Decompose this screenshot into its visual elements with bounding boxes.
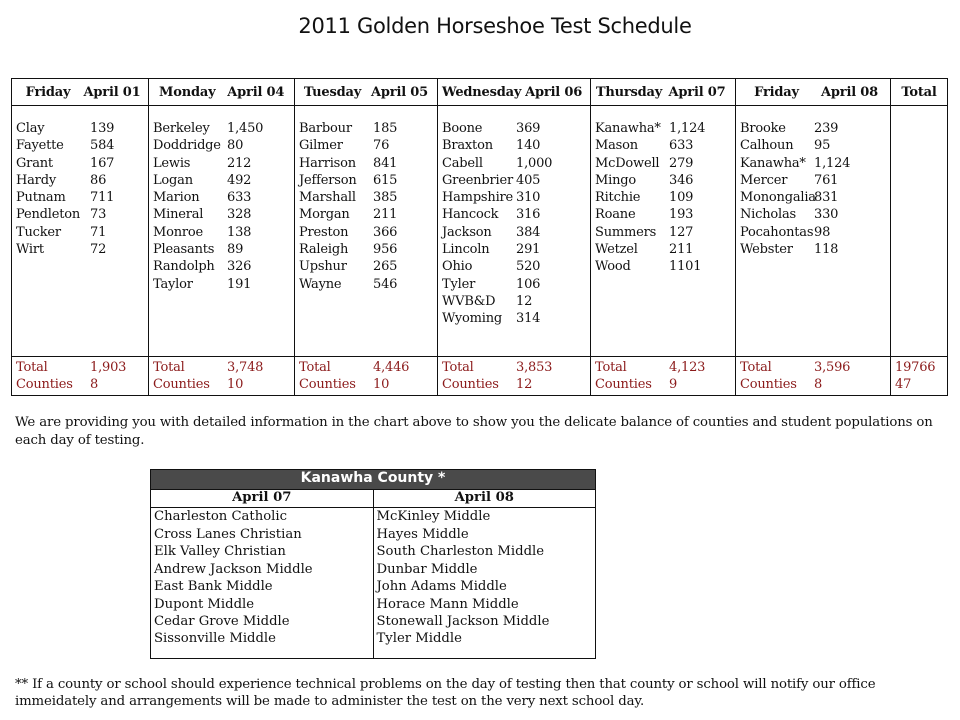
county-row: [736, 241, 890, 258]
county-row: [149, 137, 294, 154]
county-row: [438, 224, 590, 241]
county-row: [295, 155, 437, 172]
county-row: [438, 155, 590, 172]
counties-count: 12: [516, 377, 533, 393]
day-header: [12, 79, 149, 106]
county-row: [438, 293, 590, 310]
county-row: [591, 258, 735, 275]
county-student-count: 328: [227, 207, 252, 223]
county-student-count: 106: [516, 276, 541, 292]
county-row: [591, 241, 735, 258]
day-totals: [736, 357, 891, 396]
county-row: [438, 137, 590, 154]
county-student-count: 615: [373, 172, 398, 188]
county-name: Summers: [595, 224, 657, 240]
total-value: 3,596: [814, 360, 851, 375]
county-row: [295, 120, 437, 137]
day-name: Monday: [159, 84, 216, 100]
county-name: Ohio: [442, 259, 473, 275]
school-name: Cedar Grove Middle: [154, 613, 290, 629]
county-list: [591, 106, 736, 357]
county-name: Doddridge: [153, 138, 221, 154]
county-student-count: 138: [227, 224, 252, 240]
county-row: [295, 137, 437, 154]
day-header: [736, 79, 891, 106]
school-name: John Adams Middle: [376, 579, 507, 594]
county-row: [149, 224, 294, 241]
county-row: [438, 172, 590, 189]
county-student-count: 841: [373, 155, 398, 171]
counties-count: 10: [227, 377, 244, 393]
counties-label: Counties: [442, 377, 499, 393]
county-row: [12, 120, 148, 137]
counties-label: Counties: [16, 377, 73, 393]
county-row: [149, 189, 294, 206]
county-row: [295, 189, 437, 206]
county-student-count: 72: [90, 242, 107, 258]
grand-totals: [891, 357, 948, 396]
county-name: Webster: [740, 242, 793, 258]
county-name: Clay: [16, 121, 45, 136]
county-row: [736, 172, 890, 189]
county-student-count: 86: [90, 172, 107, 188]
county-student-count: 310: [516, 190, 541, 206]
county-row: [736, 206, 890, 223]
county-row: [295, 276, 437, 293]
county-row: [149, 172, 294, 189]
county-row: [591, 189, 735, 206]
county-student-count: 109: [669, 190, 694, 206]
day-header: [149, 79, 295, 106]
county-student-count: 1101: [669, 259, 702, 275]
total-body-cell: [891, 106, 948, 357]
county-name: Cabell: [442, 155, 483, 171]
county-student-count: 366: [373, 224, 398, 240]
county-student-count: 956: [373, 242, 398, 258]
county-student-count: 546: [373, 276, 398, 292]
counties-label: Counties: [595, 377, 652, 393]
school-name: Andrew Jackson Middle: [154, 561, 313, 577]
county-name: Hardy: [16, 172, 56, 188]
school-name: Horace Mann Middle: [376, 596, 519, 612]
county-student-count: 1,124: [669, 121, 706, 136]
kanawha-table: [150, 469, 596, 659]
county-row: [149, 276, 294, 293]
county-row: [736, 137, 890, 154]
total-value: 1,903: [90, 360, 127, 375]
county-name: Logan: [153, 172, 193, 188]
county-name: Wetzel: [595, 242, 638, 258]
county-name: Mercer: [740, 172, 788, 188]
footnote: ** If a county or school should experience technical problems on the day of testing then that county or school will notify our office immeidately and arrangements will be made to administer the test on the very next school day.: [15, 677, 876, 709]
day-totals: [438, 357, 591, 396]
county-name: Lewis: [153, 155, 191, 171]
county-student-count: 385: [373, 190, 398, 206]
counties-count: 8: [814, 377, 823, 393]
schedule-body-row: [12, 106, 948, 357]
day-date: April 07: [668, 84, 726, 100]
county-student-count: 118: [814, 242, 839, 258]
school-name: Elk Valley Christian: [154, 544, 286, 559]
county-name: Hancock: [442, 207, 499, 223]
county-name: Ritchie: [595, 190, 641, 206]
county-name: Wyoming: [442, 311, 503, 327]
kanawha-col1-list: [151, 508, 374, 659]
total-label: Total: [740, 360, 772, 375]
county-row: [591, 120, 735, 137]
county-name: Taylor: [153, 276, 193, 292]
county-row: [591, 155, 735, 172]
school-name: Cross Lanes Christian: [154, 526, 302, 542]
county-name: Marion: [153, 190, 200, 206]
day-header: [438, 79, 591, 106]
school-name: Tyler Middle: [376, 630, 462, 646]
county-student-count: 1,450: [227, 121, 264, 136]
day-date: April 01: [83, 84, 141, 100]
county-list: [438, 106, 591, 357]
day-totals: [149, 357, 295, 396]
kanawha-col2-list: [373, 508, 596, 659]
county-student-count: 191: [227, 276, 252, 292]
school-name: Dupont Middle: [154, 596, 255, 612]
county-row: [295, 241, 437, 258]
day-name: Friday: [25, 84, 71, 100]
county-student-count: 76: [373, 138, 390, 154]
county-name: Hampshire: [442, 190, 514, 206]
school-name: Charleston Catholic: [154, 509, 287, 524]
county-name: Roane: [595, 207, 636, 223]
schedule-totals-row: [12, 357, 948, 396]
county-list: [736, 106, 891, 357]
county-row: [12, 137, 148, 154]
county-student-count: 291: [516, 242, 541, 258]
counties-label: Counties: [299, 377, 356, 393]
info-paragraph: We are providing you with detailed information in the chart above to show you the delicate balance of counties and student populations on each day of testing.: [15, 415, 933, 448]
county-row: [12, 189, 148, 206]
county-row: [12, 172, 148, 189]
county-name: Barbour: [299, 121, 352, 136]
day-header: [295, 79, 438, 106]
total-value: 4,123: [669, 360, 706, 375]
county-row: [149, 258, 294, 275]
total-value: 4,446: [373, 360, 410, 375]
county-student-count: 12: [516, 293, 533, 309]
county-student-count: 211: [373, 207, 398, 223]
total-header: [891, 79, 948, 106]
day-name: Friday: [754, 84, 799, 100]
counties-label: Counties: [153, 377, 210, 393]
county-student-count: 330: [814, 207, 839, 223]
county-name: Mineral: [153, 207, 204, 223]
county-name: Greenbrier: [442, 172, 513, 188]
county-student-count: 127: [669, 224, 694, 240]
county-student-count: 405: [516, 172, 541, 188]
county-student-count: 1,124: [814, 155, 851, 171]
total-label: Total: [299, 360, 331, 375]
county-list: [295, 106, 438, 357]
county-row: [736, 189, 890, 206]
county-student-count: 761: [814, 172, 839, 188]
county-row: [591, 206, 735, 223]
county-name: Putnam: [16, 190, 66, 206]
county-row: [736, 224, 890, 241]
grand-total-counties: 47: [895, 377, 912, 393]
county-student-count: 346: [669, 172, 694, 188]
county-name: Wirt: [16, 242, 44, 258]
county-name: Kanawha*: [595, 121, 661, 136]
kanawha-title: Kanawha County *: [151, 470, 596, 490]
county-student-count: 89: [227, 242, 244, 258]
school-name: Sissonville Middle: [154, 630, 276, 646]
day-name: Wednesday: [442, 84, 522, 100]
county-student-count: 185: [373, 121, 398, 136]
kanawha-col1-header: April 07: [151, 490, 374, 508]
county-student-count: 711: [90, 190, 115, 206]
county-name: Berkeley: [153, 121, 210, 136]
county-name: McDowell: [595, 155, 660, 171]
day-name: Tuesday: [303, 84, 362, 100]
county-row: [295, 224, 437, 241]
county-student-count: 1,000: [516, 155, 553, 171]
school-name: McKinley Middle: [376, 509, 491, 524]
counties-label: Counties: [740, 377, 797, 393]
county-row: [149, 155, 294, 172]
schedule-header-row: [12, 79, 948, 106]
day-header: [591, 79, 736, 106]
county-name: Gilmer: [299, 138, 343, 154]
county-name: Upshur: [299, 259, 347, 275]
day-date: April 06: [525, 84, 583, 100]
county-name: Raleigh: [299, 242, 349, 258]
county-name: Monongalia: [740, 190, 816, 206]
county-student-count: 167: [90, 155, 115, 171]
county-row: [438, 241, 590, 258]
county-name: Lincoln: [442, 242, 490, 258]
total-value: 3,853: [516, 360, 553, 375]
county-row: [295, 206, 437, 223]
county-row: [149, 120, 294, 137]
county-row: [591, 224, 735, 241]
county-name: Pendleton: [16, 207, 81, 223]
county-row: [12, 224, 148, 241]
day-totals: [591, 357, 736, 396]
county-name: WVB&D: [442, 293, 496, 309]
county-row: [12, 241, 148, 258]
county-name: Wood: [595, 259, 631, 275]
county-student-count: 140: [516, 138, 541, 154]
county-student-count: 211: [669, 242, 694, 258]
county-row: [438, 189, 590, 206]
schedule-table: [11, 78, 948, 396]
county-row: [295, 258, 437, 275]
county-student-count: 80: [227, 138, 244, 154]
county-student-count: 314: [516, 311, 541, 327]
county-row: [149, 206, 294, 223]
county-row: [438, 120, 590, 137]
county-student-count: 492: [227, 172, 252, 188]
county-row: [438, 206, 590, 223]
county-list: [149, 106, 295, 357]
county-student-count: 520: [516, 259, 541, 275]
county-student-count: 98: [814, 224, 831, 240]
counties-count: 10: [373, 377, 390, 393]
county-name: Randolph: [153, 259, 215, 275]
county-name: Kanawha*: [740, 155, 806, 171]
county-row: [591, 137, 735, 154]
county-name: Marshall: [299, 190, 356, 206]
county-name: Calhoun: [740, 138, 794, 154]
county-student-count: 316: [516, 207, 541, 223]
county-name: Jefferson: [299, 172, 357, 188]
county-student-count: 279: [669, 155, 694, 171]
county-name: Mason: [595, 138, 638, 154]
day-date: April 05: [371, 84, 428, 100]
county-student-count: 326: [227, 259, 252, 275]
total-label: Total: [16, 360, 48, 375]
total-header-label: Total: [901, 84, 937, 100]
county-name: Pocahontas: [740, 224, 814, 240]
county-row: [438, 258, 590, 275]
county-name: Monroe: [153, 224, 204, 240]
page-title: 2011 Golden Horseshoe Test Schedule: [298, 14, 692, 38]
counties-count: 9: [669, 377, 678, 393]
county-student-count: 139: [90, 121, 115, 136]
county-name: Fayette: [16, 138, 64, 154]
county-row: [295, 172, 437, 189]
county-name: Jackson: [442, 224, 492, 240]
county-name: Nicholas: [740, 207, 796, 223]
county-name: Grant: [16, 155, 53, 171]
county-name: Mingo: [595, 172, 636, 188]
county-row: [438, 310, 590, 327]
county-student-count: 369: [516, 121, 541, 136]
county-student-count: 633: [227, 190, 252, 206]
school-name: Hayes Middle: [376, 526, 469, 542]
county-student-count: 633: [669, 138, 694, 154]
school-name: South Charleston Middle: [376, 544, 545, 559]
county-student-count: 95: [814, 138, 831, 154]
county-name: Braxton: [442, 138, 493, 154]
kanawha-body-row: [151, 508, 596, 659]
total-label: Total: [595, 360, 627, 375]
county-name: Preston: [299, 224, 349, 240]
school-name: Stonewall Jackson Middle: [376, 613, 550, 629]
county-student-count: 193: [669, 207, 694, 223]
total-value: 3,748: [227, 360, 264, 375]
county-row: [149, 241, 294, 258]
day-totals: [12, 357, 149, 396]
county-name: Wayne: [299, 276, 342, 292]
county-student-count: 584: [90, 138, 115, 154]
counties-count: 8: [90, 377, 99, 393]
county-student-count: 73: [90, 207, 107, 223]
county-name: Morgan: [299, 207, 350, 223]
total-label: Total: [442, 360, 474, 375]
kanawha-col2-header: April 08: [373, 490, 596, 508]
total-label: Total: [153, 360, 185, 375]
county-name: Boone: [442, 121, 483, 136]
county-name: Brooke: [740, 121, 786, 136]
school-name: Dunbar Middle: [376, 561, 478, 577]
county-list: [12, 106, 149, 357]
school-name: East Bank Middle: [154, 579, 273, 594]
county-name: Pleasants: [153, 242, 215, 258]
county-student-count: 831: [814, 190, 839, 206]
county-student-count: 265: [373, 259, 398, 275]
day-date: April 04: [227, 84, 285, 100]
county-row: [438, 276, 590, 293]
day-name: Thursday: [595, 84, 663, 100]
county-name: Tyler: [442, 276, 476, 292]
county-row: [736, 155, 890, 172]
day-date: April 08: [821, 84, 878, 100]
grand-total-students: 19766: [895, 360, 936, 375]
county-student-count: 239: [814, 121, 839, 136]
county-row: [12, 155, 148, 172]
county-row: [591, 172, 735, 189]
county-student-count: 212: [227, 155, 252, 171]
county-row: [736, 120, 890, 137]
day-totals: [295, 357, 438, 396]
county-student-count: 384: [516, 224, 541, 240]
kanawha-header-row: [151, 490, 596, 508]
county-name: Harrison: [299, 155, 356, 171]
county-row: [12, 206, 148, 223]
county-student-count: 71: [90, 224, 107, 240]
county-name: Tucker: [16, 224, 61, 240]
